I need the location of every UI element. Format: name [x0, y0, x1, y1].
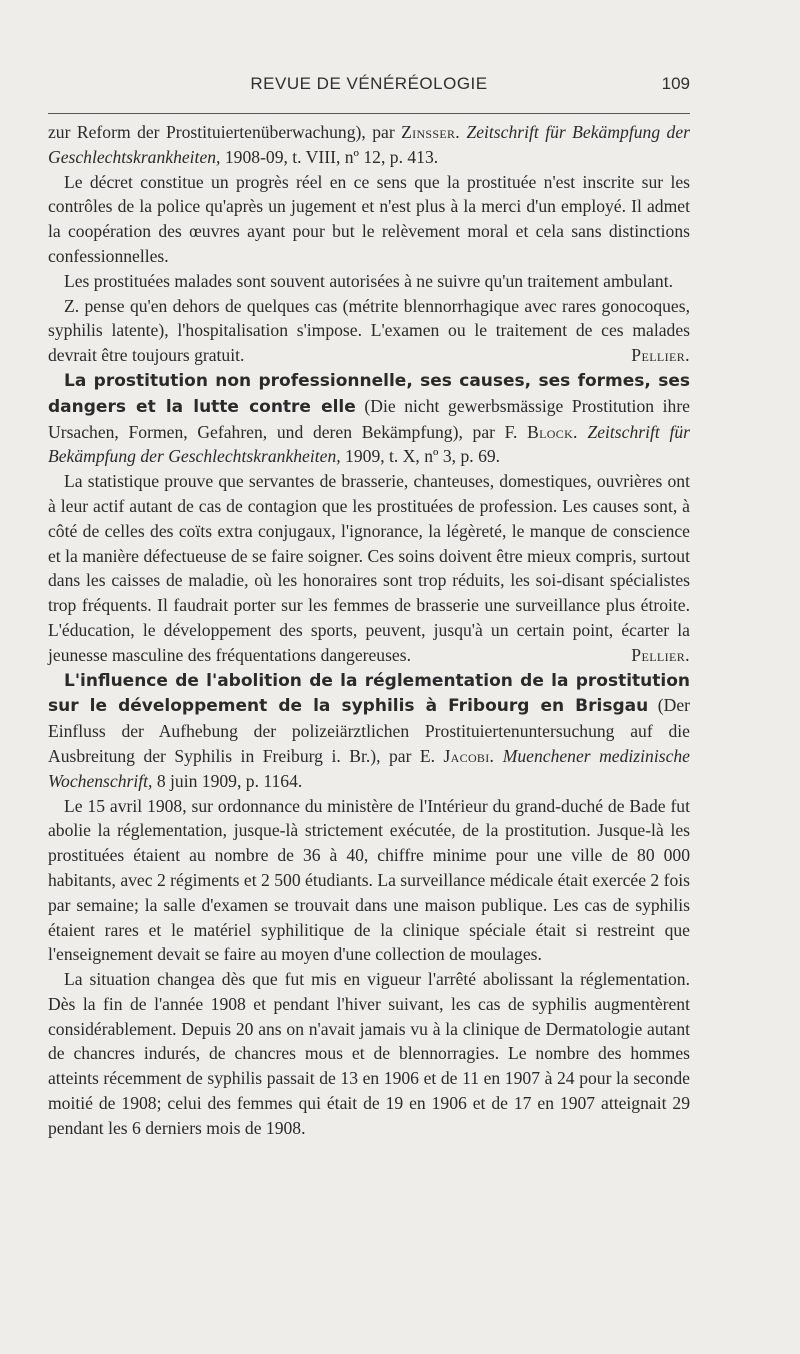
article-title: L'influence de l'abolition de la réglementation de la prostitution sur le développement de la syphilis à Fribourg en Brisgau [48, 670, 690, 717]
journal-title-a: Zeitschrift für [466, 122, 566, 142]
header-rule [48, 113, 690, 114]
page-number: 109 [661, 74, 690, 93]
page-header [48, 72, 690, 102]
author-name: Jacobi. [443, 745, 495, 766]
signature: Pellier. [631, 644, 690, 665]
signature: Pellier. [631, 345, 690, 366]
running-title: REVUE DE VÉNÉRÉOLOGIE [250, 74, 488, 93]
author-name: Block. [527, 421, 578, 442]
paragraph: Le décret constitue un progrès réel en ce sens que la prostituée n'est inscrite sur les contrôles de la police qu'après un jugement et n'est plus à la merci d'un employé. Il admet la coopération des œuvres ayant pour but le relèvement moral et cela sans distinctions confessionnelles. [48, 171, 690, 266]
paragraph [48, 294, 690, 368]
article-title: La prostitution non professionnelle, ses causes, ses formes, ses dangers et la lutte contre elle [48, 370, 690, 417]
page-body [48, 120, 690, 1141]
p5-text: La statistique prouve que servantes de brasserie, chanteuses, domestiques, ouvrières ont à leur actif autant de cas de contagion que les prostituées de profession. Les causes sont, à côté de celles des coïts extra conjugaux, l'ignorance, la légèreté, le manque de conscience et la manière défectueuse de se faire soigner. Ces soins doivent être mieux compris, surtout dans les caisses de maladie, où les honoraires sont trop réduits, les soi-disant spécialistes trop fréquents. Il faudrait porter sur les femmes de brasserie une surveillance plus étroite. L'éducation, le développement des sports, peuvent, jusqu'à un certain point, écarter la jeunesse masculine des fréquentations dangereuses. [48, 471, 690, 665]
p1-text-1: zur Reform der Prostituiertenüberwachung), par [48, 122, 402, 142]
article-subtitle: (Die nicht gewerbsmässige Prostitution ihre Ursachen, Formen, Gefahren, und deren Bekämpfung), par F. [48, 395, 690, 442]
paragraph: Les prostituées malades sont souvent autorisées à ne suivre qu'un traitement ambulant. [64, 270, 674, 291]
article-citation: 8 juin 1909, p. 1164. [152, 770, 303, 791]
paragraph-continuation [48, 120, 690, 170]
paragraph [48, 469, 690, 667]
author-name: Zinsser. [401, 122, 460, 142]
journal-title: Zeitschrift für Bekämpfung der Geschlechtskrankheiten, [48, 421, 690, 467]
article-heading [48, 368, 690, 469]
paragraph: La situation changea dès que fut mis en vigueur l'arrêté abolissant la réglementation. Dès la fin de l'année 1908 et pendant l'hiver suivant, les cas de syphilis augmentèrent considérablement. Depuis 20 ans on n'avait jamais vu à la clinique de Dermatologie autant de chancres indurés, de chancres mous et de blennorragies. Le nombre des hommes atteints récemment de syphilis passait de 13 en 1906 et de 11 en 1907 à 24 pour la seconde moitié de 1908; celui des femmes qui était de 19 en 1906 et de 17 en 1907 atteignait 29 pendant les 6 derniers mois de 1908. [48, 969, 690, 1138]
article-heading [48, 668, 690, 794]
paragraph: Le 15 avril 1908, sur ordonnance du ministère de l'Intérieur du grand-duché de Bade fut abolie la réglementation, jusque-là strictement exécutée, de la prostitution. Jusque-là les prostituées étaient au nombre de 36 à 40, chiffre minime pour une ville de 80 000 habitants, avec 2 régiments et 2 500 étudiants. La surveillance médicale était exercée 2 fois par semaine; la salle d'examen se trouvait dans une maison publique. Les cas de syphilis étaient rares et le matériel syphilitique de la clinique spéciale était si restreint que l'enseignement devait se faire au moyen d'une collection de moulages. [48, 795, 690, 965]
article-citation: 1909, t. X, nº 3, p. 69. [340, 446, 501, 467]
p4-text: Z. pense qu'en dehors de quelques cas (métrite blennorrhagique avec rares gonocoques, syphilis latente), l'hospitalisation s'impose. L'examen ou le traitement de ces malades devrait être toujours gratuit. [48, 295, 690, 366]
article-subtitle: (Der Einfluss der Aufhebung der polizeiärztlichen Prostituiertenuntersuchung auf die Ausbreitung der Syphilis in Freiburg i. Br.), par E. [48, 695, 691, 766]
p1-citation: 1908-09, t. VIII, nº 12, p. 413. [220, 146, 439, 167]
journal-title: Muenchener medizinische Wochenschrift, [48, 745, 690, 791]
journal-title-b: Bekämpfung der Geschlechtskrankheiten, [48, 122, 690, 167]
